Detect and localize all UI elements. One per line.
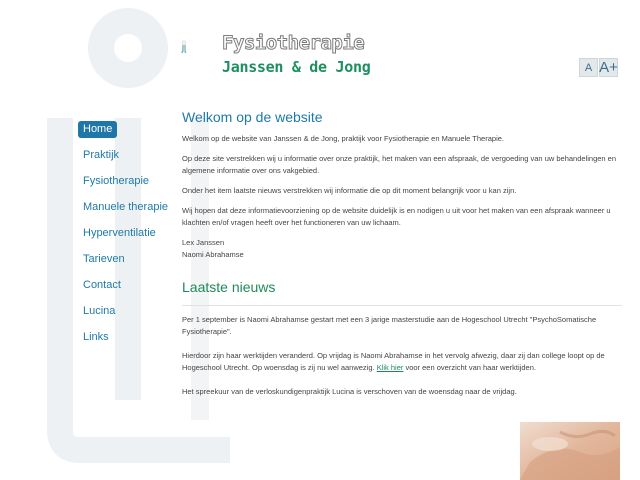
news-text: voor een overzicht van haar werktijden. [403, 363, 536, 372]
welcome-paragraph: Welkom op de website van Janssen & de Jong, praktijk voor Fysiotherapie en Manuele Therapie. [182, 134, 504, 143]
nav-item-tarieven[interactable]: Tarieven [83, 253, 125, 265]
welcome-paragraph: Wij hopen dat deze informatievoorziening op de website duidelijk is en nodigen u uit voor het maken van een afspraak wanneer u klachten en/of vragen heeft over het functioneren van uw lichaam. [182, 206, 611, 227]
welcome-paragraph: Op deze site verstrekken wij u informatie over onze praktijk, het maken van een afspraak, de vergoeding van uw behandelingen en algemene informatie over ons vakgebied. [182, 154, 617, 175]
news-item [182, 350, 622, 374]
main-navigation [78, 117, 178, 351]
news-item: Per 1 september is Naomi Abrahamse gestart met een 3 jarige masterstudie aan de Hogeschool Utrecht "PsychoSomatische Fysiotherapie". [182, 315, 597, 336]
jt-monogram-icon [181, 14, 221, 80]
nav-item-fysiotherapie[interactable]: Fysiotherapie [83, 175, 150, 187]
nav-item-links[interactable]: Links [83, 331, 109, 343]
massage-photo [520, 422, 620, 480]
news-text: Hierdoor zijn haar werktijden veranderd. Op vrijdag is Naomi Abrahamse in het vervolg afwezig, daar zij dan college loopt op de Hogeschool Utrecht. Op woensdag is zij nu wel aanwezig. [182, 351, 605, 372]
font-smaller-button[interactable]: A [579, 58, 598, 77]
signature-name: Naomi Abrahamse [182, 250, 244, 259]
nav-item-contact[interactable]: Contact [83, 279, 121, 291]
news-item: Het spreekuur van de verloskundigenpraktijk Lucina is verschoven van de woensdag naar de vrijdag. [182, 387, 517, 396]
logo-title[interactable]: Fysiotherapie [222, 32, 365, 54]
welcome-paragraph: Onder het item laatste nieuws verstrekken wij informatie die op dit moment belangrijk voor u kan zijn. [182, 186, 517, 195]
nav-item-praktijk[interactable]: Praktijk [83, 149, 120, 161]
news-heading: Laatste nieuws [182, 279, 622, 306]
font-size-controls [579, 58, 619, 77]
werktijden-link[interactable]: Klik hier [376, 363, 404, 372]
main-content [182, 109, 622, 406]
logo-subtitle[interactable]: Janssen & de Jong [222, 58, 371, 76]
signature-name: Lex Janssen [182, 238, 225, 247]
welcome-heading: Welkom op de website [182, 109, 323, 125]
nav-item-home[interactable]: Home [78, 121, 117, 138]
signature [182, 237, 622, 261]
nav-item-manuele-therapie[interactable]: Manuele therapie [83, 201, 169, 213]
nav-item-hyperventilatie[interactable]: Hyperventilatie [83, 227, 156, 239]
font-larger-button[interactable]: A+ [599, 59, 618, 76]
nav-item-lucina[interactable]: Lucina [83, 305, 116, 317]
